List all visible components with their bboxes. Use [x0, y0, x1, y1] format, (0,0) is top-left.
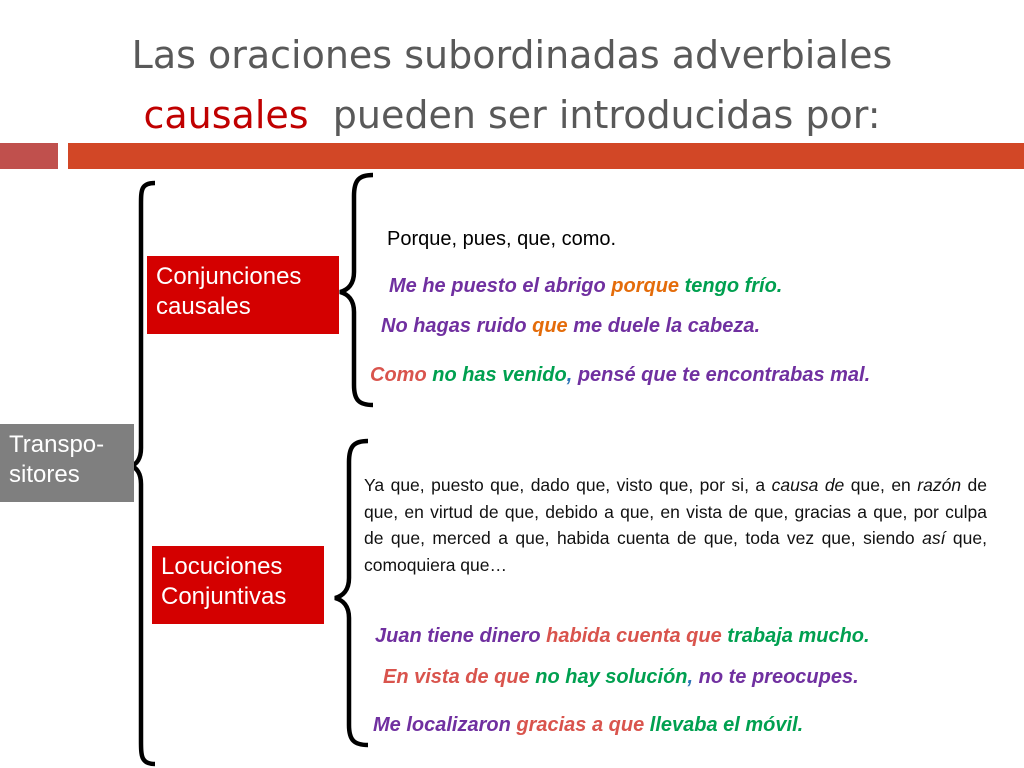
- ex-connector: porque: [611, 275, 680, 297]
- locuciones-label-1: Locuciones: [161, 553, 283, 580]
- list-text: Ya que, puesto que, dado que, visto que, por si, a: [364, 475, 772, 495]
- conjunciones-example-2: [381, 316, 760, 336]
- ex-part: no has venido: [426, 364, 567, 386]
- ex-part: Me he puesto el abrigo: [389, 275, 612, 297]
- title-highlight: causales: [143, 93, 309, 137]
- locuciones-example-3: [373, 715, 803, 735]
- transpositores-box: [0, 424, 134, 502]
- title-line-1: Las oraciones subordinadas adverbiales: [131, 33, 893, 77]
- ex-comma: ,: [687, 666, 694, 688]
- conjunciones-example-1: [389, 276, 782, 296]
- conjunciones-example-3: [370, 365, 870, 385]
- ex-part: me duele la cabeza.: [567, 315, 761, 337]
- ex-connector: Como: [370, 364, 427, 386]
- ex-connector: habida cuenta que: [546, 625, 722, 647]
- locuciones-list: [364, 472, 987, 578]
- ex-part: Juan tiene dinero: [375, 625, 547, 647]
- conjunciones-label-2: causales: [156, 293, 251, 320]
- title-rest: pueden ser introducidas por:: [332, 93, 881, 137]
- conjunciones-box: [147, 256, 339, 334]
- locuciones-label-2: Conjuntivas: [161, 583, 287, 610]
- ex-part: no te preocupes.: [693, 666, 859, 688]
- ex-part: Me localizaron: [373, 714, 517, 736]
- list-text-italic: razón: [917, 475, 962, 495]
- ex-part: no hay solución: [529, 666, 688, 688]
- transpositores-line-1: Transpo-: [9, 431, 105, 458]
- list-text-italic: causa de: [771, 475, 845, 495]
- ex-part: No hagas ruido: [381, 315, 533, 337]
- list-text: de que, en virtud de que, debido a que, en vista de que, gracias a que, por culpa de que, merced a que, habida cuenta de que, toda vez que, siendo: [364, 475, 988, 548]
- conjunciones-label-1: Conjunciones: [156, 263, 302, 290]
- ex-part: llevaba el móvil.: [644, 714, 804, 736]
- locuciones-example-1: [375, 626, 870, 646]
- locuciones-box: [152, 546, 324, 624]
- locuciones-example-2: [383, 667, 859, 687]
- ex-connector: En vista de que: [383, 666, 530, 688]
- list-text: que, en: [844, 475, 918, 495]
- ex-connector: gracias a que: [516, 714, 645, 736]
- conjunciones-list: Porque, pues, que, como.: [387, 228, 617, 250]
- list-text-italic: así: [922, 528, 946, 548]
- ex-part: trabaja mucho.: [721, 625, 870, 647]
- list-text: que, comoquiera que…: [364, 528, 987, 575]
- ex-connector: que: [532, 315, 568, 337]
- ex-part: tengo frío.: [679, 275, 783, 297]
- ex-comma: ,: [566, 364, 573, 386]
- ex-part: pensé que te encontrabas mal.: [572, 364, 871, 386]
- conjunciones-brace: [340, 175, 373, 405]
- transpositores-line-2: sitores: [9, 461, 80, 488]
